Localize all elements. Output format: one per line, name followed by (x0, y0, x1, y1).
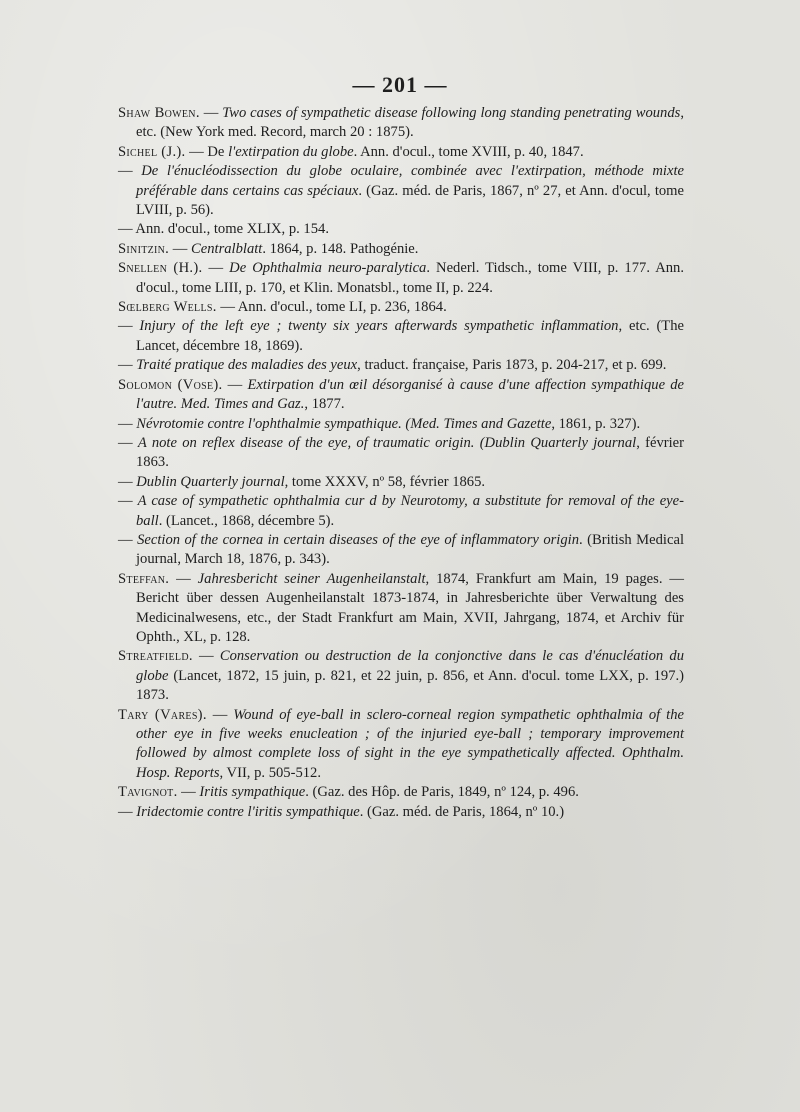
entry-text: — (118, 163, 142, 180)
entry-text: , traduct. française, Paris 1873, p. 204-217, et p. 699. (357, 357, 667, 374)
entry-title: Dublin Quarterly journal (136, 473, 285, 490)
bibliography-entry (118, 317, 684, 356)
entry-text: — (118, 357, 137, 374)
entry-text: (Lancet, 1872, 15 juin, p. 821, et 22 juin, p. 856, et Ann. d'ocul. tome LXX, p. 197.) 1873. (136, 667, 684, 704)
entry-text: — Ann. d'ocul., tome XLIX, p. 154. (118, 221, 329, 238)
entry-author: Sichel (J.). (118, 143, 186, 160)
entry-text: , février 1863. (136, 434, 685, 471)
bibliography-entry (118, 220, 684, 239)
entry-text: — (118, 803, 137, 820)
bibliography-entry (118, 434, 684, 473)
bibliography-entry (118, 706, 684, 784)
entry-text: — (169, 240, 192, 257)
entry-title: Iridectomie contre l'iritis sympathique (136, 803, 360, 820)
bibliography-entry (118, 473, 684, 492)
entry-text: . (Lancet., 1868, décembre 5). (158, 512, 335, 529)
entry-text: , 1874, Frankfurt am Main, 19 pages. — Bericht über dessen Augenheilanstalt 1873-1874, in Jahresberichte über Verwaltung des Medicinalwesens, etc., der Stadt Frankfurt am Main, XVII, Jahrgang, 1874, et Archiv für Ophth., XL, p. 128. (136, 570, 684, 645)
entry-author: Solomon (Vose). (118, 376, 223, 393)
entry-text: — (118, 415, 137, 432)
entry-text: — Ann. d'ocul., tome LI, p. 236, 1864. (216, 299, 447, 316)
page-number: — 201 — (352, 72, 448, 97)
entry-text: — (118, 473, 137, 490)
entry-author: Shaw Bowen. (118, 105, 200, 121)
entry-author: Sinitzin. (118, 240, 170, 257)
entry-text: — (199, 105, 223, 121)
entry-text: . 1864, p. 148. Pathogénie. (262, 240, 419, 257)
entry-text: — (206, 706, 234, 723)
entry-title: Névrotomie contre l'ophthalmie sympathique. (Med. Times and Gazette (136, 415, 552, 432)
entry-title: Iritis sympathique (199, 784, 306, 801)
entry-text: — De (185, 143, 229, 160)
entry-text: , 1877. (304, 396, 345, 413)
bibliography-entry (118, 803, 684, 822)
entry-title: Jahresbericht seiner Augenheilanstalt (197, 570, 426, 587)
entry-text: , etc. (New York med. Record, march 20 : 1875). (136, 105, 684, 141)
entry-title: l'extirpation du globe (228, 143, 354, 160)
bibliography-entry (118, 104, 684, 143)
bibliography-entry (118, 162, 684, 220)
entry-text: . (Gaz. méd. de Paris, 1864, nº 10.) (359, 803, 565, 820)
entry-text: — (202, 260, 230, 277)
entry-text: , tome XXXV, nº 58, février 1865. (284, 473, 486, 490)
entry-text: — (192, 648, 220, 665)
entry-text: — (169, 570, 198, 587)
entry-title: Extirpation d'un œil désorganisé à cause d'une affection sympathique de l'autre. Med. Times and Gaz. (136, 376, 684, 413)
bibliography-entry (118, 415, 684, 434)
entry-text: — (118, 318, 140, 335)
entry-text: — (222, 376, 248, 393)
bibliography-entry (118, 531, 684, 570)
entry-text: — (118, 493, 138, 510)
entry-title: Centralblatt (191, 240, 263, 257)
entry-text: , VII, p. 505-512. (219, 764, 321, 781)
entry-author: Tavignot. (118, 784, 178, 801)
entry-title: Wound of eye-ball in sclero-corneal region sympathetic ophthalmia of the other eye in five weeks enucleation ; of the injuried eye-ball ; temporary improvement followed by almost complete loss of sight in the eye sympathetically affected. Ophthalm. Hosp. Reports (136, 706, 685, 781)
entry-title: De l'énucléodissection du globe oculaire, combinée avec l'extirpation, méthode mixte préférable dans certains cas spéciaux (136, 163, 684, 199)
entry-title: De Ophthalmia neuro-paralytica (229, 260, 427, 277)
entry-text: , 1861, p. 327). (551, 415, 641, 432)
bibliography-entry (118, 143, 684, 162)
entry-author: Snellen (H.). (118, 260, 203, 277)
entry-title: Conservation ou destruction de la conjonctive dans le cas d'énucléation du globe (136, 648, 685, 684)
entry-text: . Nederl. Tidsch., tome VIII, p. 177. Ann. d'ocul., tome LIII, p. 170, et Klin. Monatsbl., tome II, p. 224. (136, 260, 684, 296)
entry-title: A case of sympathetic ophthalmia cur d by Neurotomy, a substitute for removal of the eye-ball (136, 493, 684, 529)
bibliography-list (118, 104, 684, 822)
bibliography-entry (118, 240, 684, 259)
entry-author: Tary (Vares). (118, 706, 207, 723)
entry-text: , etc. (The Lancet, décembre 18, 1869). (136, 318, 684, 354)
bibliography-entry (118, 298, 684, 317)
entry-text: . (Gaz. des Hôp. de Paris, 1849, nº 124, p. 496. (305, 784, 579, 801)
bibliography-entry (118, 783, 684, 802)
entry-text: . (British Medical journal, March 18, 1876, p. 343). (136, 531, 684, 568)
entry-author: Sœlberg Wells. (118, 299, 217, 316)
bibliography-entry (118, 492, 684, 531)
bibliography-entry (118, 356, 684, 375)
entry-title: Section of the cornea in certain diseases of the eye of inflammatory origin (137, 531, 579, 548)
entry-author: Steffan. (118, 570, 170, 587)
entry-title: A note on reflex disease of the eye, of traumatic origin. (Dublin Quarterly journal (137, 434, 637, 451)
entry-author: Streatfield. (118, 648, 193, 665)
entry-title: Two cases of sympathetic disease following long standing penetrating wounds (222, 105, 681, 121)
entry-text: — (118, 434, 138, 451)
bibliography-entry (118, 376, 684, 415)
bibliography-entry (118, 570, 684, 648)
bibliography-entry (118, 647, 684, 705)
entry-text: . (Gaz. méd. de Paris, 1867, nº 27, et Ann. d'ocul, tome LVIII, p. 56). (136, 182, 684, 219)
entry-text: . Ann. d'ocul., tome XVIII, p. 40, 1847. (353, 143, 584, 160)
entry-title: Traité pratique des maladies des yeux (136, 357, 358, 374)
bibliography-entry (118, 259, 684, 298)
entry-text: — (118, 531, 138, 548)
entry-text: — (177, 784, 200, 801)
entry-title: Injury of the left eye ; twenty six years afterwards sympathetic inflammation (139, 318, 619, 335)
